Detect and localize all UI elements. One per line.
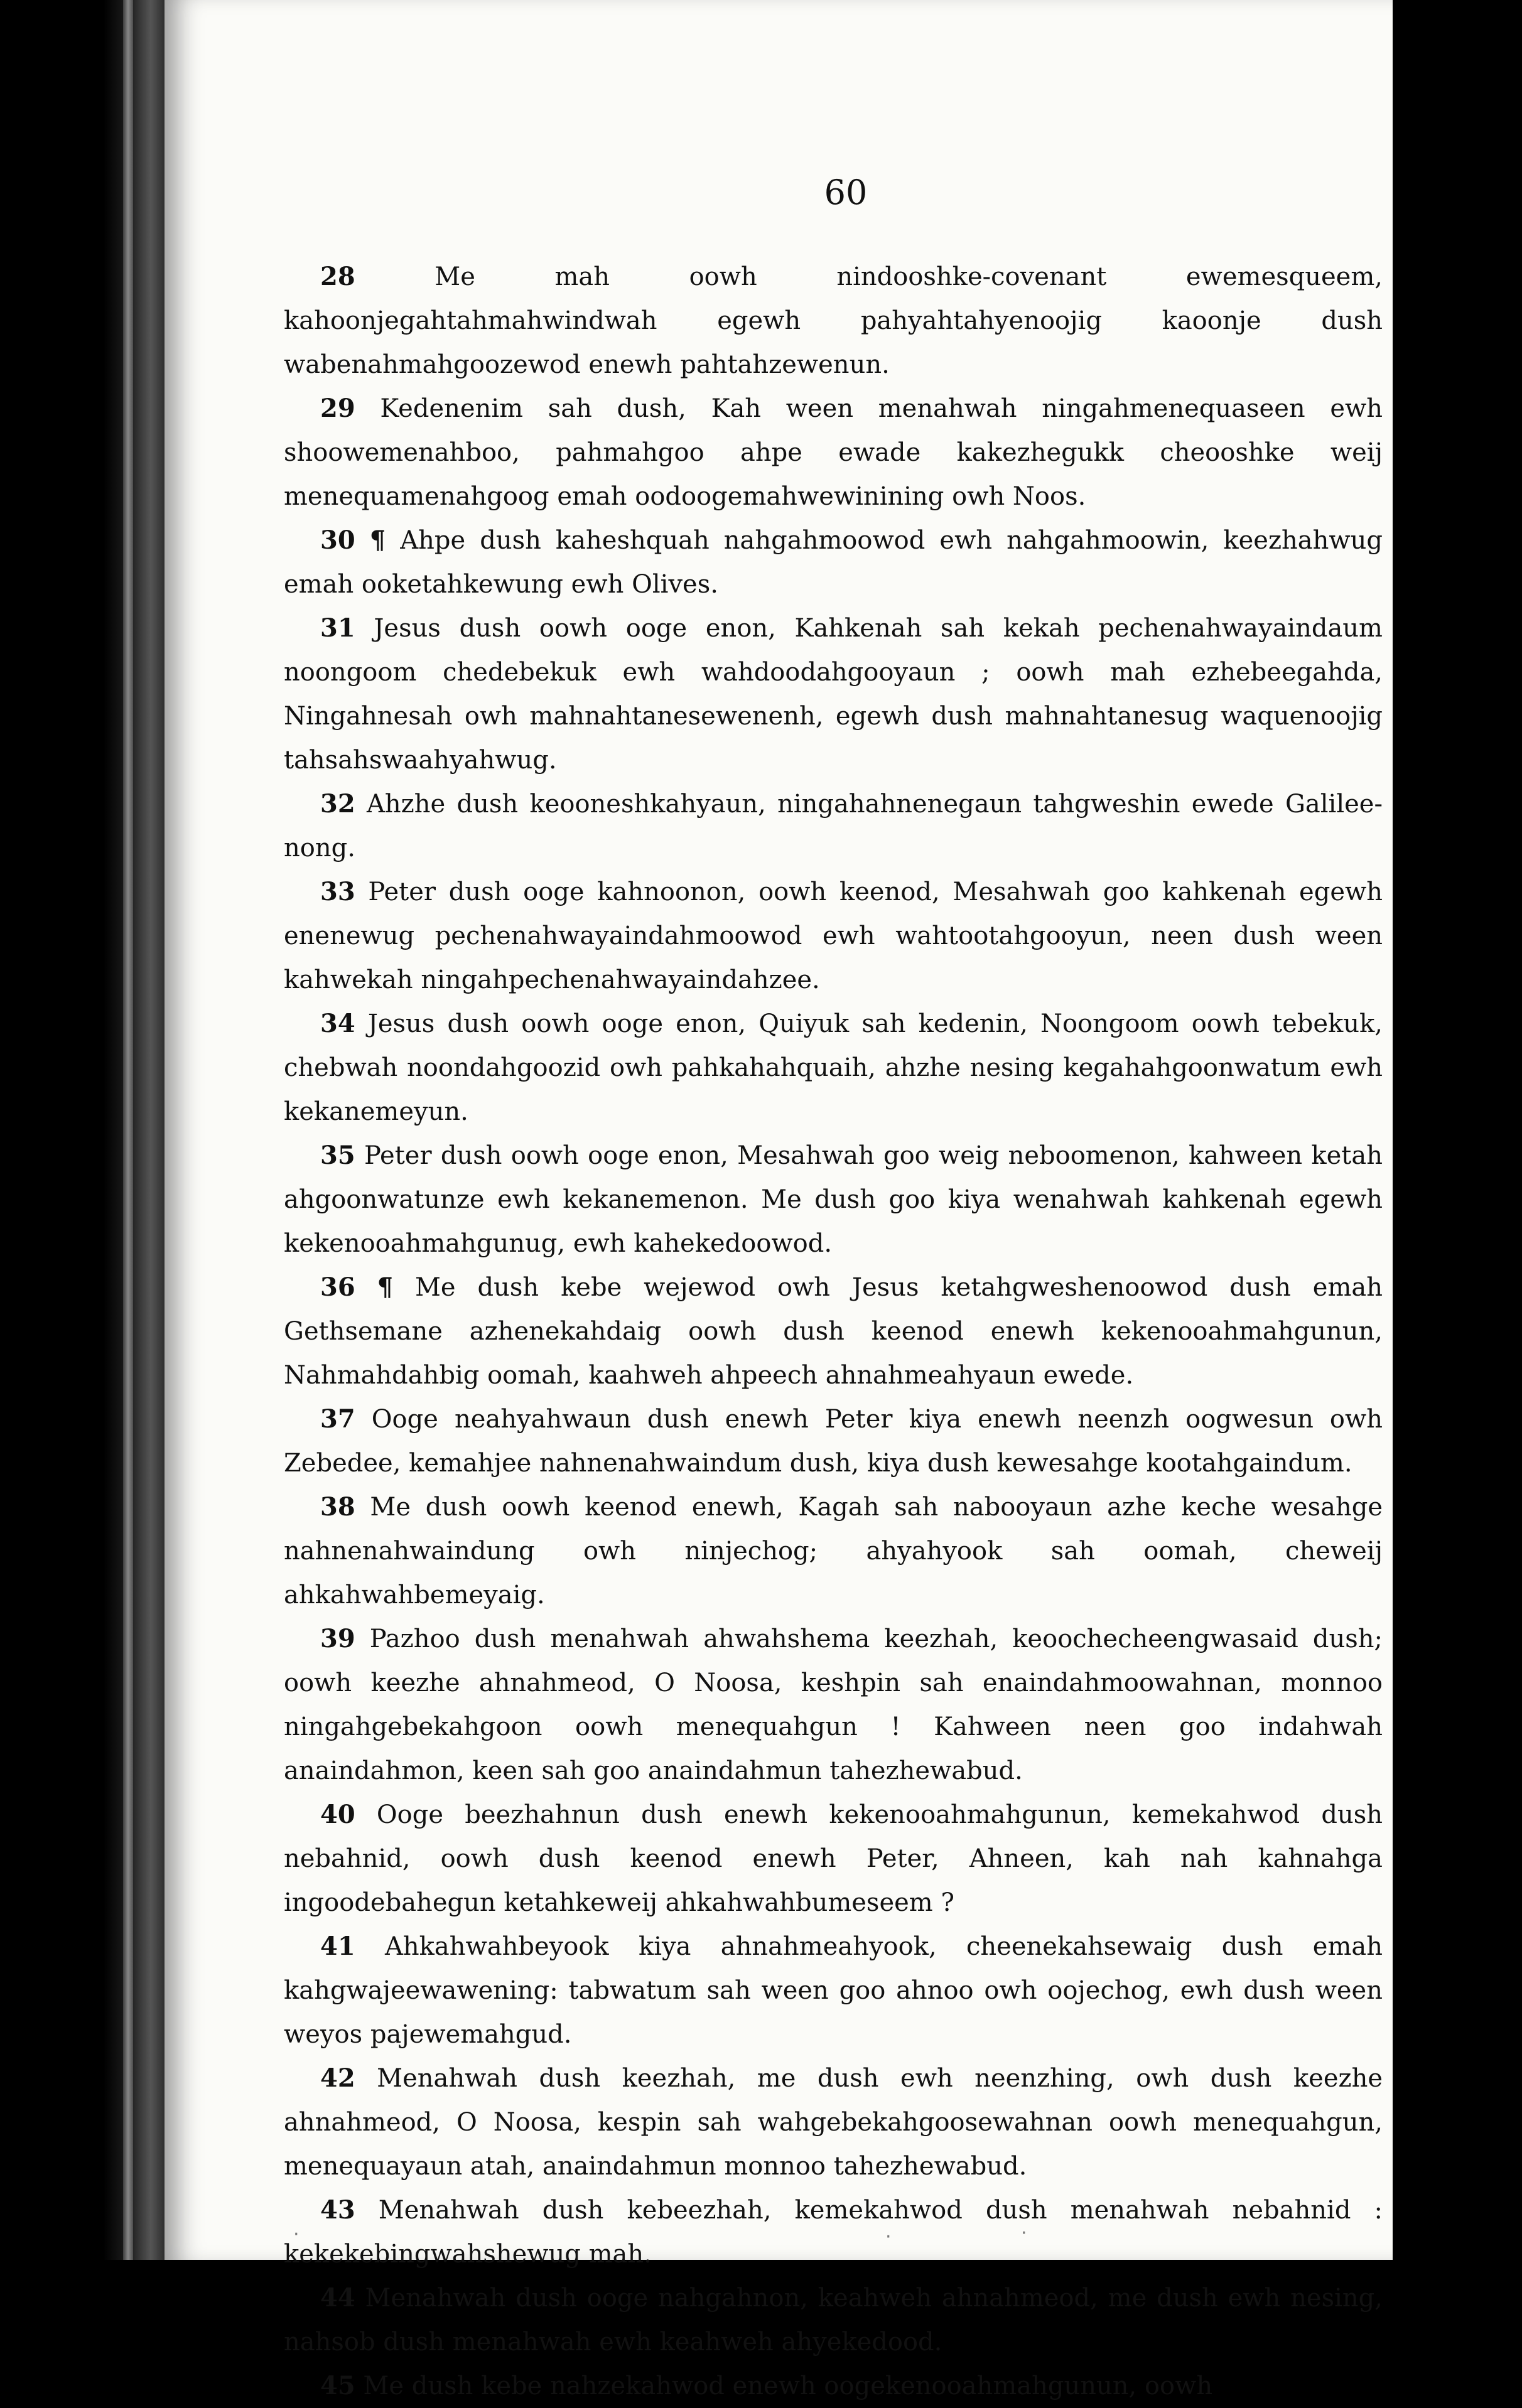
verse	[284, 2056, 1383, 2188]
verse	[284, 255, 1383, 387]
verse-text: Peter dush ooge kahnoonon, oowh keenod, Mesahwah goo kahkenah egewh enenewug pechenahwayaindahmoowod ewh wahtootahgooyun, neen dush ween kahwekah ningahpechenahwayaindahzee.	[284, 878, 1383, 994]
verse	[284, 2276, 1383, 2364]
verse-number: 38	[320, 1492, 355, 1522]
verse	[284, 1485, 1383, 1617]
scan-speck: ·	[293, 2223, 300, 2245]
verse	[284, 1002, 1383, 1134]
verse-number: 42	[320, 2063, 355, 2093]
scan-background-edge	[1393, 0, 1522, 2260]
verse	[284, 870, 1383, 1002]
verse	[284, 387, 1383, 519]
verse	[284, 1925, 1383, 2056]
verse-text: Me dush kebe wejewod owh Jesus ketahgweshenoowod dush emah Gethsemane azhenekahdaig oowh dush keenod enewh kekenooahmahgunun, Nahmahdahbig oomah, kaahweh ahpeech ahnahmeahyaun ewede.	[284, 1273, 1383, 1390]
pilcrow-mark: ¶	[369, 525, 386, 555]
verse-text: Jesus dush oowh ooge enon, Kahkenah sah kekah pechenahwayaindaum noongoom chedebekuk ewh wahdoodahgooyaun ; oowh mah ezhebeegahda, Ningahnesah owh mahnahtanesewenenh, egewh dush mahnahtanesug waquenoojig tahsahswaahyahwug.	[284, 614, 1383, 775]
verse-number: 37	[320, 1404, 355, 1434]
verse-text: Ooge neahyahwaun dush enewh Peter kiya enewh neenzh oogwesun owh Zebedee, kemahjee nahnenahwaindum dush, kiya dush kewesahge kootahgaindum.	[284, 1405, 1383, 1478]
verse-text: Ahkahwahbeyook kiya ahnahmeahyook, cheenekahsewaig dush emah kahgwajeewawening: tabwatum sah ween goo ahnoo owh oojechog, ewh dush ween weyos pajewemahgud.	[284, 1932, 1383, 2049]
verse-number: 28	[320, 262, 355, 291]
verse	[284, 1266, 1383, 1397]
verse-number: 44	[320, 2283, 355, 2313]
verse-text: Me mah oowh nindooshke-covenant ewemesqueem, kahoonjegahtahmahwindwah egewh pahyahtahyenoojig kaoonje dush wabenahmahgoozewod enewh pahtahzewenun.	[284, 262, 1383, 379]
verse	[284, 1134, 1383, 1266]
verse	[284, 1397, 1383, 1485]
verse	[284, 1617, 1383, 1793]
verse-text: Ooge beezhahnun dush enewh kekenooahmahgunun, kemekahwod dush nebahnid, oowh dush keenod enewh Peter, Ahneen, kah nah kahnahga ingoodebahegun ketahkeweij ahkahwahbumeseem ?	[284, 1800, 1383, 1917]
scan-speck: ·	[1021, 2222, 1027, 2244]
verse	[284, 782, 1383, 870]
verse-text: Menahwah dush keezhah, me dush ewh neenzhing, owh dush keezhe ahnahmeod, O Noosa, kespin sah wahgebekahgoosewahnan oowh menequahgun, menequayaun atah, anaindahmun monnoo tahezhewabud.	[284, 2064, 1383, 2181]
verse-number: 30	[320, 525, 355, 555]
verse	[284, 2364, 1383, 2408]
verse-number: 36	[320, 1272, 355, 1302]
verse	[284, 1793, 1383, 1925]
verse-text: Me dush oowh keenod enewh, Kagah sah nabooyaun azhe keche wesahge nahnenahwaindung owh ninjechog; ahyahyook sah oomah, cheweij ahkahwahbemeyaig.	[284, 1493, 1383, 1610]
verse-number: 31	[320, 613, 355, 643]
verse	[284, 2188, 1383, 2276]
verse-text: Menahwah dush ooge nahgahnon, keahweh ahnahmeod, me dush ewh nesing, nahsob dush menahwah ewh keahweh ahyekedood.	[284, 2284, 1383, 2357]
scan-speck: ·	[885, 2226, 892, 2248]
verse-number: 29	[320, 394, 355, 423]
verse-number: 32	[320, 789, 355, 819]
verse	[284, 519, 1383, 606]
verse-number: 34	[320, 1009, 355, 1038]
verse-number: 33	[320, 877, 355, 906]
book-spine-edge	[123, 0, 133, 2260]
verse	[284, 606, 1383, 782]
book-binding-shadow	[0, 0, 188, 2260]
pilcrow-mark: ¶	[377, 1272, 394, 1302]
verse-number: 40	[320, 1800, 355, 1829]
verse-text: Ahpe dush kaheshquah nahgahmoowod ewh nahgahmoowin, keezhahwug emah ooketahkewung ewh Olives.	[284, 526, 1383, 599]
verse-text: Kedenenim sah dush, Kah ween menahwah ningahmenequaseen ewh shoowemenahboo, pahmahgoo ahpe ewade kakezhegukk cheooshke weij menequamenahgoog emah oodoogemahwewinining owh Noos.	[284, 394, 1383, 511]
page-number: 60	[824, 173, 868, 212]
page-text-block	[284, 171, 1383, 2408]
verse-text: Me dush kebe nahzekahwod enewh oogekenooahmahgunun, oowh	[363, 2372, 1213, 2400]
verse-text: Pazhoo dush menahwah ahwahshema keezhah, keoochecheengwasaid dush; oowh keezhe ahnahmeod, O Noosa, keshpin sah enaindahmoowahnan, monnoo ningahgebekahgoon oowh menequahgun ! Kahween neen goo indahwah anaindahmon, keen sah goo anaindahmun tahezhewabud.	[284, 1625, 1383, 1785]
verse-text: Jesus dush oowh ooge enon, Quiyuk sah kedenin, Noongoom oowh tebekuk, chebwah noondahgoozid owh pahkahahquaih, ahzhe nesing kegahahgoonwatum ewh kekanemeyun.	[284, 1009, 1383, 1126]
verse-text: Menahwah dush kebeezhah, kemekahwod dush menahwah nebahnid : kekekebingwahshewug mah.	[284, 2196, 1383, 2269]
verse-number: 39	[320, 1624, 355, 1653]
verse-text: Peter dush oowh ooge enon, Mesahwah goo weig neboomenon, kahween ketah ahgoonwatunze ewh kekanemenon. Me dush goo kiya wenahwah kahkenah egewh kekenooahmahgunug, ewh kahekedoowod.	[284, 1141, 1383, 1258]
verse-number: 35	[320, 1141, 355, 1170]
verse-text: Ahzhe dush keooneshkahyaun, ningahahnenegaun tahgweshin ewede Galilee-nong.	[284, 790, 1383, 863]
verse-list	[284, 255, 1383, 2408]
verse-number: 41	[320, 1932, 355, 1961]
verse-number: 45	[320, 2371, 355, 2400]
verse-number: 43	[320, 2195, 355, 2225]
